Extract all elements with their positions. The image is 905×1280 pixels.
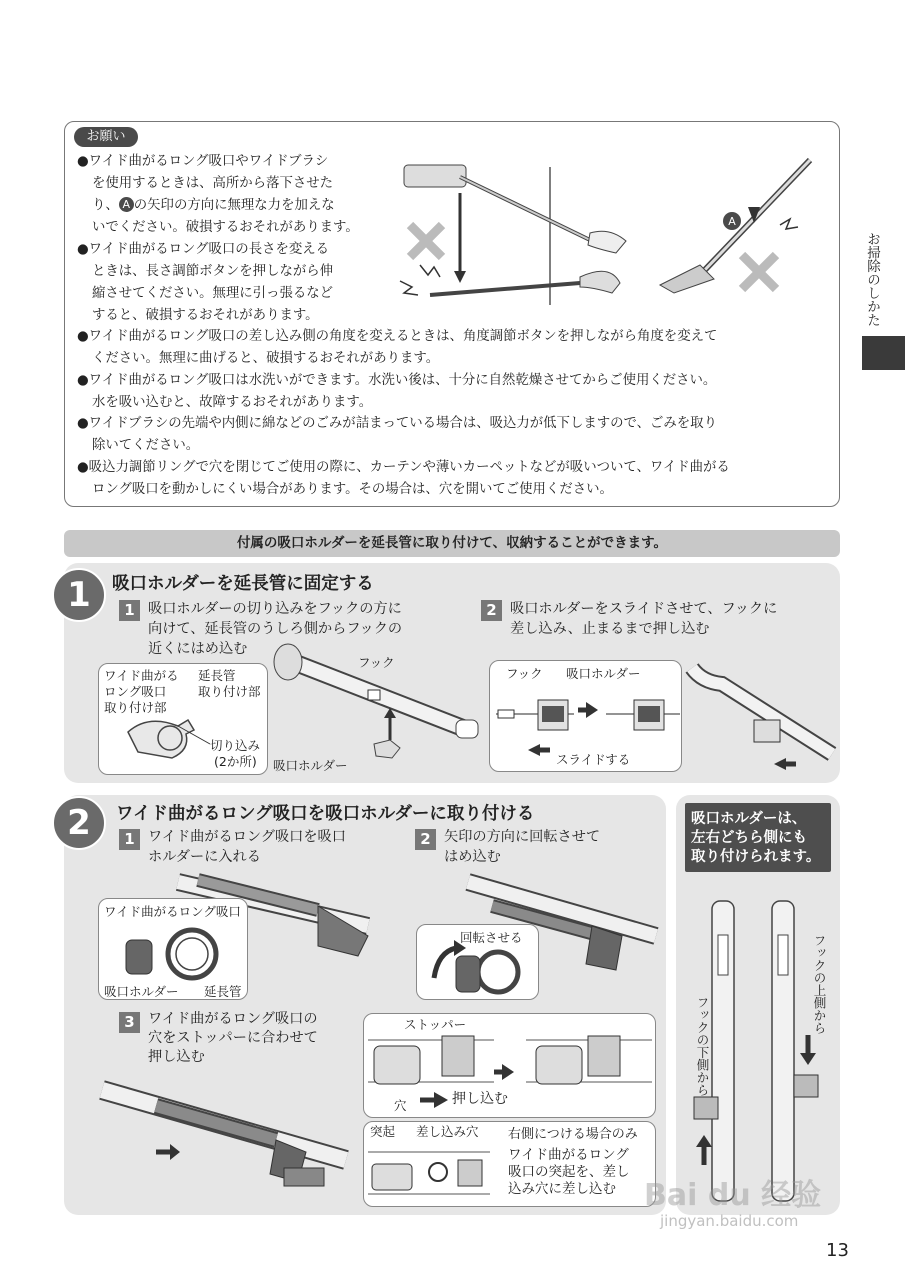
falling-nozzle-illustration <box>390 155 640 315</box>
caution-line: すると、破損するおそれがあります。 <box>92 308 319 323</box>
caution-line: り、 A の矢印の方向に無理な力を加えな <box>92 198 335 213</box>
step2-sub1-text: ホルダーに入れる <box>148 849 261 865</box>
slot-label: 差し込み穴 <box>416 1124 479 1139</box>
right-side-text: 吸口の突起を、差し <box>508 1164 630 1180</box>
step1-sub1-text: 吸口ホルダーの切り込みをフックの方に <box>148 601 402 617</box>
right-side-text: 込み穴に差し込む <box>508 1181 616 1197</box>
vertical-pipes-illustration <box>690 895 830 1205</box>
bump-slot-icon <box>368 1142 490 1202</box>
step1-sub2-text: 吸口ホルダーをスライドさせて、フックに <box>510 601 778 617</box>
upper-side-label: フックの上側から <box>812 934 827 1034</box>
watermark-url: jingyan.baidu.com <box>660 1212 799 1230</box>
hook-label: フック <box>358 655 395 670</box>
holder-label: 吸口ホルダー <box>273 758 348 773</box>
step2-sub2-text: 矢印の方向に回転させて <box>444 829 601 845</box>
side-note-line: 左右どちら側にも <box>691 830 807 846</box>
step1-sub1-text: 近くにはめ込む <box>148 641 248 657</box>
marker-a-label: A <box>728 215 736 228</box>
step2-sub3-number: 3 <box>119 1012 140 1033</box>
step1-title: 吸口ホルダーを延長管に固定する <box>112 574 374 594</box>
step2-sub2-number: 2 <box>415 829 436 850</box>
wide-mount-label: ワイド曲がる <box>104 668 179 683</box>
pipe-mount-label: 取り付け部 <box>198 684 261 699</box>
page-number: 13 <box>826 1240 849 1261</box>
step2-sub1-text: ワイド曲がるロング吸口を吸口 <box>148 829 346 845</box>
rotate-label: 回転させる <box>460 930 523 945</box>
wide-nozzle-label: ワイド曲がるロング吸口 <box>104 904 241 919</box>
storage-banner: 付属の吸口ホルダーを延長管に取り付けて、収納することができます。 <box>64 530 840 557</box>
caution-line: ロング吸口を動かしにくい場合があります。その場合は、穴を開いてご使用ください。 <box>92 482 613 497</box>
step2-sub2-text: はめ込む <box>444 849 501 865</box>
lower-side-label: フックの下側から <box>695 996 710 1096</box>
side-note-line: 取り付けられます。 <box>691 849 821 865</box>
holder-part-icon <box>118 712 208 762</box>
step1-number: 1 <box>52 568 106 622</box>
holder-label: 吸口ホルダー <box>566 666 641 681</box>
wide-mount-label: ロング吸口 <box>104 684 167 699</box>
caution-line: 縮させてください。無理に引っ張るなど <box>92 286 334 301</box>
step2-title: ワイド曲がるロング吸口を吸口ホルダーに取り付ける <box>116 804 535 824</box>
push-label: 押し込む <box>452 1091 508 1107</box>
caution-line: 水を吸い込むと、故障するおそれがあります。 <box>92 395 373 410</box>
caution-line: ●ワイドブラシの先端や内側に綿などのごみが詰まっている場合は、吸込力が低下しますので、ごみを取り <box>77 416 717 431</box>
notch-label: (2か所) <box>214 754 257 769</box>
section-tab-block <box>862 336 905 370</box>
caution-badge: お願い <box>74 127 138 147</box>
slide-sequence-icon <box>494 686 680 756</box>
holder-label: 吸口ホルダー <box>104 984 179 999</box>
step1-sub1-number: 1 <box>119 600 140 621</box>
pipe-end-illustration <box>686 660 836 775</box>
caution-line: ●ワイド曲がるロング吸口の差し込み側の角度を変えるときは、角度調節ボタンを押しながら角度を変えて <box>77 329 718 344</box>
caution-line: ください。無理に曲げると、破損するおそれがあります。 <box>92 351 440 366</box>
step2-number: 2 <box>52 796 106 850</box>
stopper-label: ストッパー <box>404 1017 467 1032</box>
step2-sub3-text: ワイド曲がるロング吸口の <box>148 1011 318 1027</box>
pipe-mount-label: 延長管 <box>198 668 236 683</box>
stopper-sequence-icon <box>368 1032 652 1094</box>
side-note-line: 吸口ホルダーは、 <box>691 811 807 827</box>
pipe-label: 延長管 <box>204 984 242 999</box>
right-side-text: ワイド曲がるロング <box>508 1147 629 1163</box>
step1-sub2-number: 2 <box>481 600 502 621</box>
caution-line: 除いてください。 <box>92 438 200 453</box>
step2-sub1-number: 1 <box>119 829 140 850</box>
wide-mount-label: 取り付け部 <box>104 700 167 715</box>
step1-sub1-text: 向けて、延長管のうしろ側からフックの <box>148 621 403 637</box>
bump-label: 突起 <box>370 1124 396 1139</box>
push-arrow-icon <box>420 1092 448 1108</box>
caution-line: ●ワイド曲がるロング吸口やワイドブラシ <box>77 154 329 169</box>
caution-line: ●ワイド曲がるロング吸口の長さを変える <box>77 242 330 257</box>
watermark-logo: Bai du 经验 <box>644 1178 822 1213</box>
side-note-box <box>685 803 831 872</box>
caution-line: いでください。破損するおそれがあります。 <box>92 220 359 235</box>
notch-label: 切り込み <box>210 738 261 753</box>
step1-sub2-text: 差し込み、止まるまで押し込む <box>510 621 710 637</box>
rotate-arrow-icon <box>420 938 536 998</box>
step2-sub3-text: 押し込む <box>148 1049 205 1065</box>
hook-label: フック <box>506 666 543 681</box>
step2-sub3-text: 穴をストッパーに合わせて <box>148 1030 318 1046</box>
slide-label: スライドする <box>556 752 631 767</box>
holder-cross-section-icon <box>118 920 228 982</box>
nozzle-on-pipe-illustration <box>96 1070 358 1200</box>
caution-line: ●吸込力調節リングで穴を閉じてご使用の際に、カーテンや薄いカーペットなどが吸いついて、ワイド曲がる <box>77 460 730 475</box>
right-side-title: 右側につける場合のみ <box>508 1127 638 1142</box>
caution-line: ●ワイド曲がるロング吸口は水洗いができます。水洗い後は、十分に自然乾燥させてからご使用ください。 <box>77 373 717 388</box>
section-tab-label: お掃除のしかた <box>864 232 880 327</box>
marker-a-icon: A <box>119 197 134 212</box>
force-arrow-illustration <box>640 155 820 305</box>
hole-label: 穴 <box>394 1098 407 1113</box>
caution-line: ときは、長さ調節ボタンを押しながら伸 <box>92 264 334 279</box>
caution-line: を使用するときは、高所から落下させた <box>92 176 334 191</box>
